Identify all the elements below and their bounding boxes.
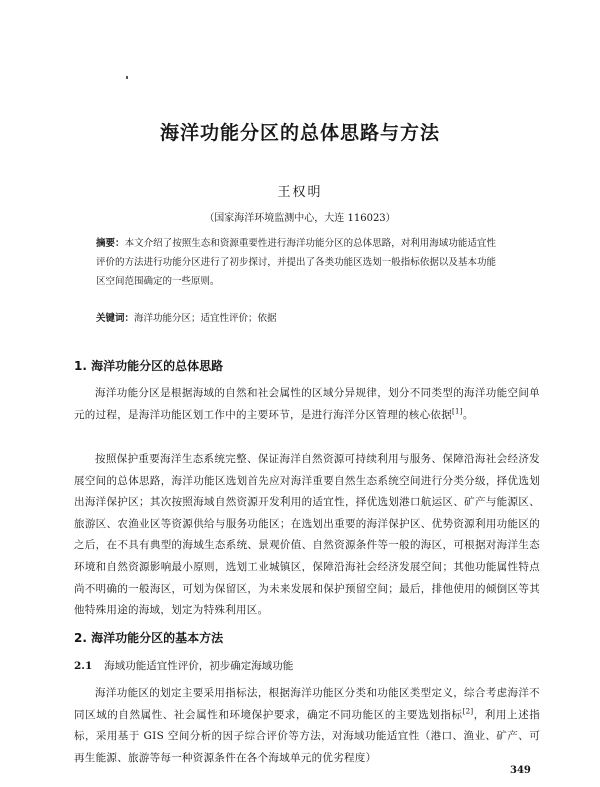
section-1-paragraph-2: 按照保护重要海洋生态系统完整、保证海洋自然资源可持续利用与服务、保障沿海社会经济发展空间的总体思路，海洋功能区选划首先应对海洋重要自然生态系统空间进行分类分级，择优选划出海洋保护区；其次按照海域自然资源开发利用的适宜性，择优选划港口航运区、矿产与能源区、旅游区、农渔业区等资源供给与服务功能区；在选划出重要的海洋保护区、优势资源利用功能区的之后，在不具有典型的海域生态系统、景观价值、自然资源条件等一般的海区，可根据对海洋生态环境和自然资源影响最小原则，选划工业城镇区，保障沿海社会经济发展空间；其他功能属性特点尚不明确的一般海区，可划为保留区，为未来发展和保护预留空间；最后，排他使用的倾倒区等其他特殊用途的海域，划定为特殊利用区。 <box>74 453 540 617</box>
section-1-paragraph-1-text: 海洋功能分区是根据海域的自然和社会属性的区域分异规律，划分不同类型的海洋功能空间单元的过程，是海洋功能区划工作中的主要环节，是进行海洋分区管理的核心依据 <box>74 387 540 421</box>
subsection-number: 2.1 <box>74 660 93 672</box>
abstract <box>96 234 496 291</box>
page-number: 349 <box>510 765 531 776</box>
keywords-text: 海洋功能分区；适宜性评价；依据 <box>134 313 277 324</box>
section-2-paragraph-1 <box>74 683 540 769</box>
citation-2: [2] <box>462 707 474 716</box>
subsection-title: 海域功能适宜性评价，初步确定海域功能 <box>104 660 294 672</box>
keywords <box>96 310 496 328</box>
section-1-paragraph-1-end: 。 <box>462 408 474 421</box>
subsection-2-1-heading <box>74 658 293 673</box>
paper-title: 海洋功能分区的总体思路与方法 <box>159 122 440 144</box>
scan-speck <box>126 76 128 79</box>
keywords-label: 关键词： <box>96 313 135 324</box>
abstract-text: 本文介绍了按照生态和资源重要性进行海洋功能分区的总体思路，对利用海域功能适宜性评价的方法进行功能分区进行了初步探讨，并提出了各类功能区选划一般指标依据以及基本功能区空间范围确定的一些原则。 <box>96 238 496 287</box>
section-2-paragraph-1-text: 海洋功能区的划定主要采用指标法，根据海洋功能区分类和功能区类型定义，综合考虑海洋不同区域的自然属性、社会属性和环境保护要求，确定不同功能区的主要选划指标 <box>74 687 540 721</box>
section-1-heading: 1. 海洋功能分区的总体思路 <box>74 359 224 373</box>
section-2-heading: 2. 海洋功能分区的基本方法 <box>74 631 224 645</box>
affiliation: （国家海洋环境监测中心，大连 116023） <box>204 213 396 224</box>
author-name: 王权明 <box>277 185 323 200</box>
section-2-paragraph-1-rest: ，利用上述指标，采用基于 GIS 空间分析的因子综合评价等方法，对海域功能适宜性（港口、渔业、矿产、可再生能源、旅游等每一种资源条件在各个海域单元的优劣程度） <box>74 708 540 764</box>
section-1-paragraph-1 <box>74 383 540 426</box>
abstract-label: 摘要： <box>96 238 125 249</box>
citation-1: [1] <box>452 407 463 416</box>
